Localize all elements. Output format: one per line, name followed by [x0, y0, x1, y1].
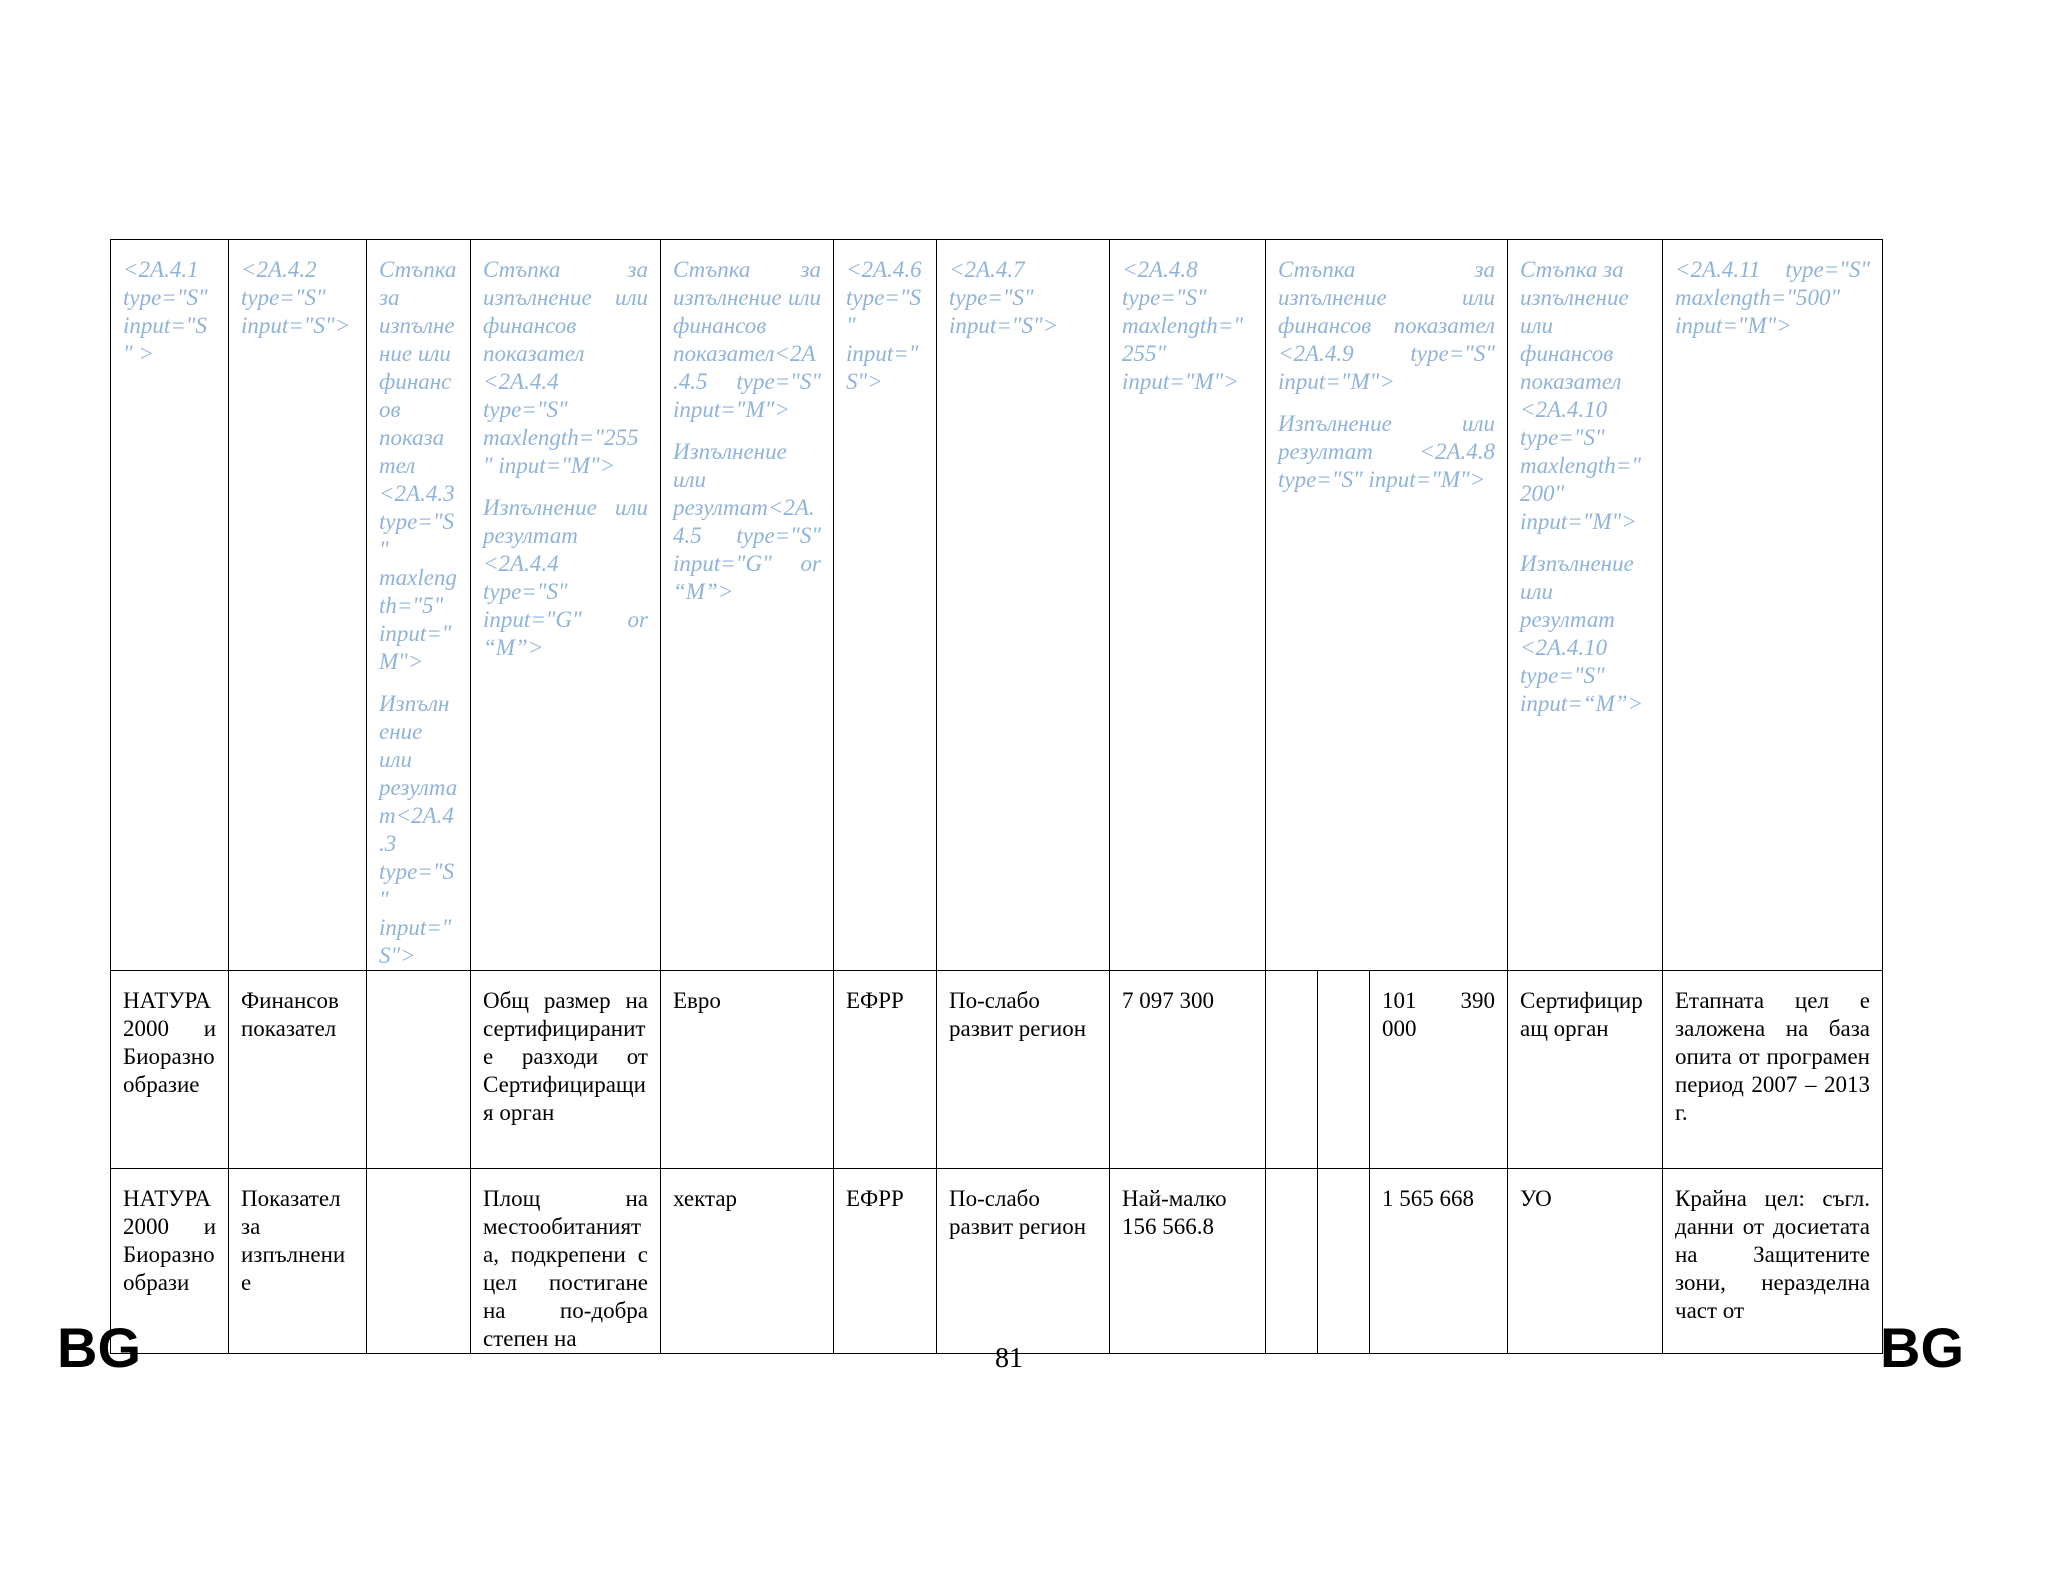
source-cell: УО	[1508, 1169, 1663, 1354]
milestone-cell: Най-малко 156 566.8	[1110, 1169, 1266, 1354]
fund-cell: ЕФРР	[834, 1169, 937, 1354]
priority-axis-cell: НАТУРА 2000 и Биоразнообразие	[111, 971, 229, 1169]
table-row	[111, 971, 1883, 1169]
unit-cell: Евро	[661, 971, 834, 1169]
indicator-name-cell: Общ размер на сертифицираните разходи от Сертифициращия орган	[471, 971, 661, 1169]
empty-cell	[1266, 1169, 1318, 1354]
table-row	[111, 1169, 1883, 1354]
empty-cell	[1266, 971, 1318, 1169]
page-number: 81	[995, 1343, 1023, 1374]
indicator-type-cell: Показател за изпълнение	[229, 1169, 367, 1354]
header-cell-2a42: <2A.4.2 type="S" input="S">	[229, 240, 367, 971]
header-cell-2a410: Стъпка за изпълнение или финансов показател <2A.4.10 type="S" maxlength="200" input="M"> Изпълнение или резултат <2A.4.10 type="S" input=“M”>	[1508, 240, 1663, 971]
header-cell-2a45: Стъпка за изпълнение или финансов показател<2A.4.5 type="S" input="M"> Изпълнение или резултат<2A.4.5 type="S" input="G" or “M”>	[661, 240, 834, 971]
indicator-id-cell	[367, 971, 471, 1169]
empty-cell	[1318, 1169, 1370, 1354]
final-target-cell: 101 390 000	[1370, 971, 1508, 1169]
indicator-id-cell	[367, 1169, 471, 1354]
header-cell-2a46: <2A.4.6 type="S " input=" S">	[834, 240, 937, 971]
header-cell-2a41: <2A.4.1 type="S" input="S" >	[111, 240, 229, 971]
region-cell: По-слабо развит регион	[937, 1169, 1110, 1354]
milestone-cell: 7 097 300	[1110, 971, 1266, 1169]
table-header-row	[111, 240, 1883, 971]
region-cell: По-слабо развит регион	[937, 971, 1110, 1169]
explanation-cell: Етапната цел е заложена на база опита от програмен период 2007 – 2013 г.	[1663, 971, 1883, 1169]
priority-axis-cell: НАТУРА 2000 и Биоразнообрази	[111, 1169, 229, 1354]
fund-cell: ЕФРР	[834, 971, 937, 1169]
header-cell-2a49: Стъпка за изпълнение или финансов показател <2A.4.9 type="S" input="M"> Изпълнение или резултат <2A.4.8 type="S" input="M">	[1266, 240, 1508, 971]
country-mark-left: BG	[57, 1316, 141, 1379]
header-cell-2a43: Стъпка за изпълнение или финансов показател <2A.4.3 type="S" maxlength="5" input=" M"> Изпълнение или резултат<2A.4.3 type="S" input=" S">	[367, 240, 471, 971]
final-target-cell: 1 565 668	[1370, 1169, 1508, 1354]
indicator-table	[110, 239, 1883, 1354]
explanation-cell: Крайна цел: съгл. данни от досиетата на Защитените зони, неразделна част от	[1663, 1169, 1883, 1354]
unit-cell: хектар	[661, 1169, 834, 1354]
header-cell-2a48: <2A.4.8 type="S" maxlength="255" input="M">	[1110, 240, 1266, 971]
header-cell-2a411: <2A.4.11 type="S" maxlength="500" input="M">	[1663, 240, 1883, 971]
empty-cell	[1318, 971, 1370, 1169]
indicator-type-cell: Финансов показател	[229, 971, 367, 1169]
country-mark-right: BG	[1880, 1316, 1964, 1379]
source-cell: Сертифициращ орган	[1508, 971, 1663, 1169]
indicator-name-cell: Площ на местообитанията, подкрепени с цел постигане на по-добра степен на	[471, 1169, 661, 1354]
header-cell-2a47: <2A.4.7 type="S" input="S">	[937, 240, 1110, 971]
header-cell-2a44: Стъпка за изпълнение или финансов показател <2A.4.4 type="S" maxlength="255" input="M"> Изпълнение или резултат <2A.4.4 type="S" input="G" or “M”>	[471, 240, 661, 971]
